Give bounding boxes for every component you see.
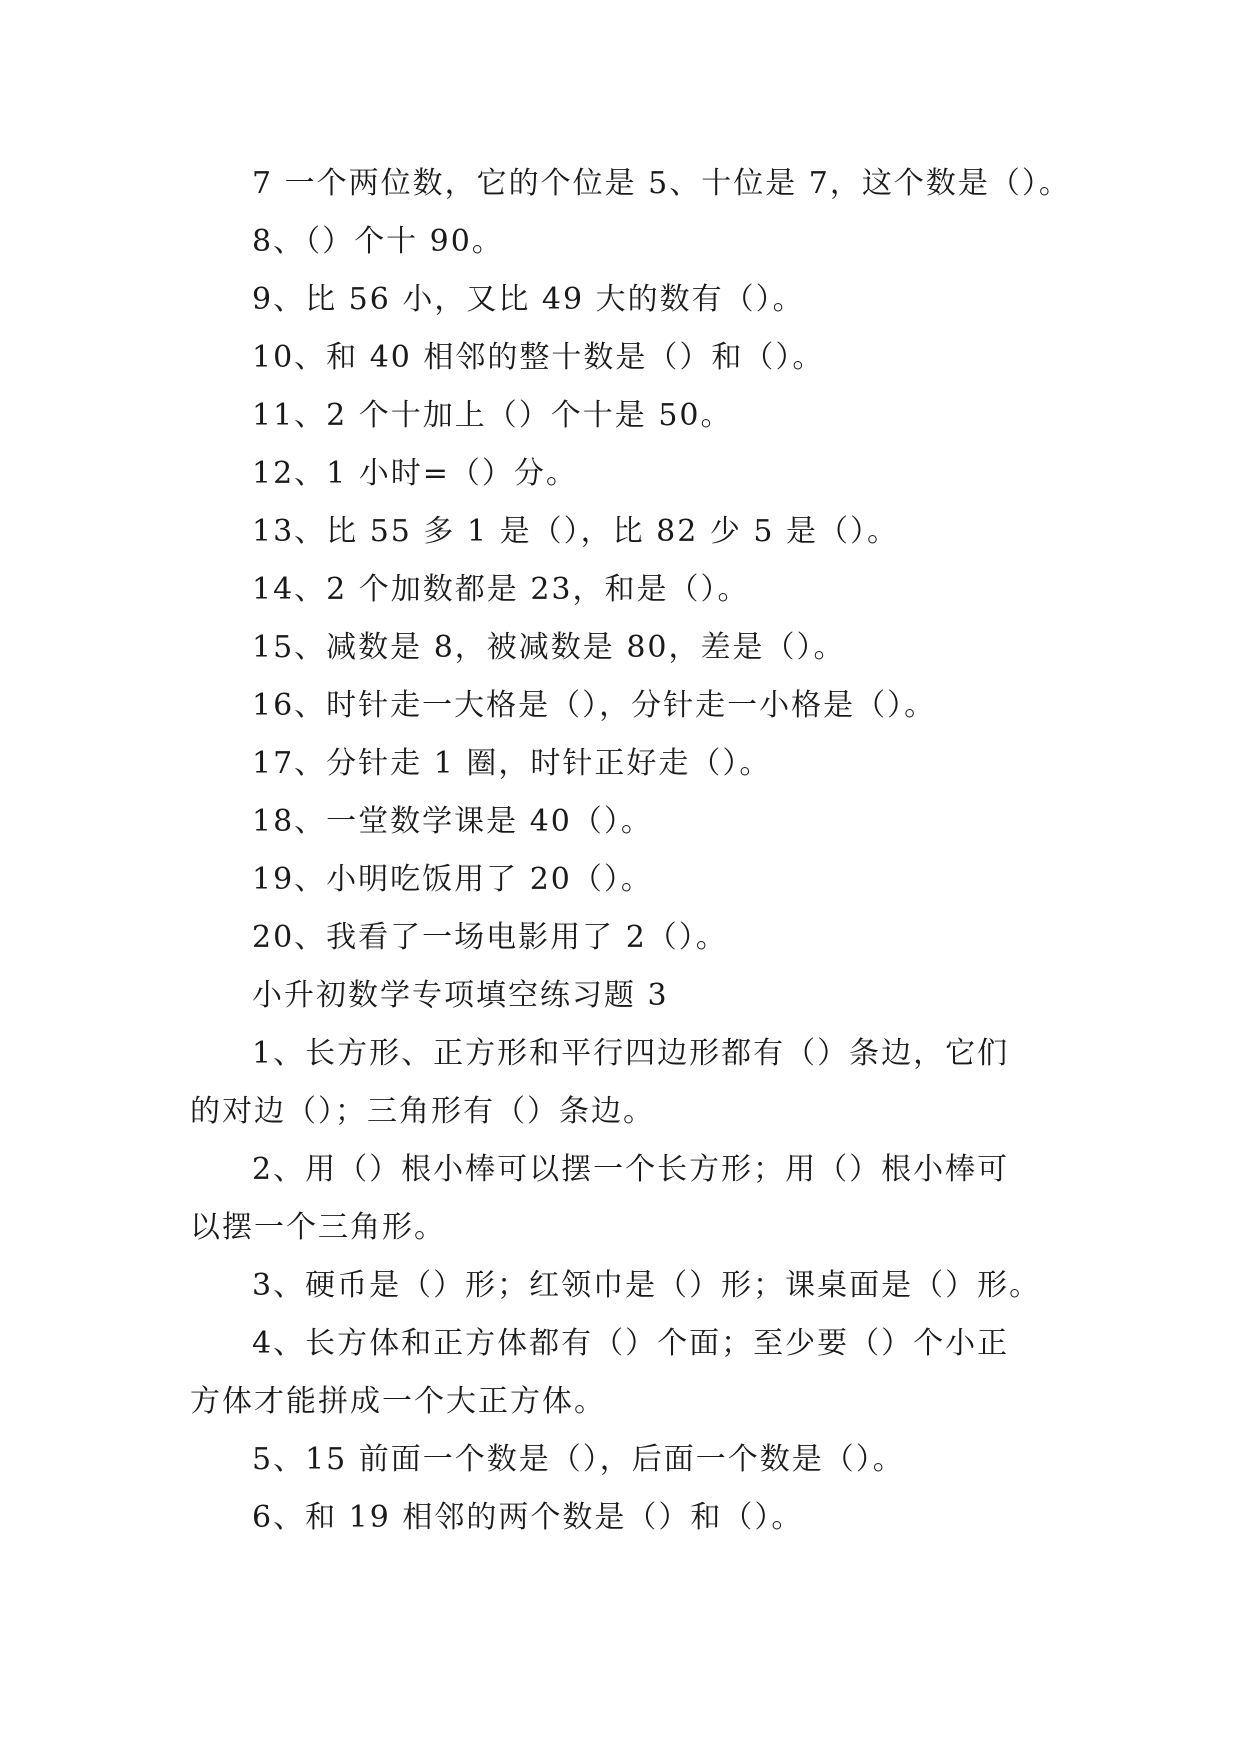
question-line: 19、小明吃饭用了 20（）。 (252, 862, 653, 897)
question-line: 1、长方形、正方形和平行四边形都有（）条边，它们 (252, 1036, 1010, 1071)
question-line: 13、比 55 多 1 是（），比 82 少 5 是（）。 (252, 514, 899, 549)
question-line: 20、我看了一场电影用了 2（）。 (252, 920, 728, 955)
question-line: 18、一堂数学课是 40（）。 (252, 804, 653, 839)
question-line: 7 一个两位数，它的个位是 5、十位是 7，这个数是（）。 (252, 166, 1071, 201)
question-continuation: 方体才能拼成一个大正方体。 (190, 1384, 606, 1419)
question-line: 2、用（）根小棒可以摆一个长方形；用（）根小棒可 (252, 1152, 1010, 1187)
question-line: 3、硬币是（）形；红领巾是（）形；课桌面是（）形。 (252, 1268, 1042, 1303)
question-line: 15、减数是 8，被减数是 80，差是（）。 (252, 630, 846, 665)
question-continuation: 以摆一个三角形。 (190, 1210, 446, 1245)
question-line: 17、分针走 1 圈，时针正好走（）。 (252, 746, 772, 781)
question-line: 10、和 40 相邻的整十数是（）和（）。 (252, 340, 825, 375)
question-line: 12、1 小时=（）分。 (252, 456, 578, 491)
document-body (190, 155, 1070, 1547)
question-line: 4、长方体和正方体都有（）个面；至少要（）个小正 (252, 1326, 1010, 1361)
question-line: 6、和 19 相邻的两个数是（）和（）。 (252, 1500, 804, 1535)
question-continuation: 的对边（）；三角形有（）条边。 (190, 1094, 655, 1129)
section-heading: 小升初数学专项填空练习题 3 (252, 978, 669, 1013)
question-line: 14、2 个加数都是 23，和是（）。 (252, 572, 750, 607)
question-line: 9、比 56 小，又比 49 大的数有（）。 (252, 282, 805, 317)
question-line: 5、15 前面一个数是（），后面一个数是（）。 (252, 1442, 905, 1477)
question-line: 8、（）个十 90。 (252, 224, 504, 259)
question-line: 16、时针走一大格是（），分针走一小格是（）。 (252, 688, 937, 723)
question-line: 11、2 个十加上（）个十是 50。 (252, 398, 733, 433)
